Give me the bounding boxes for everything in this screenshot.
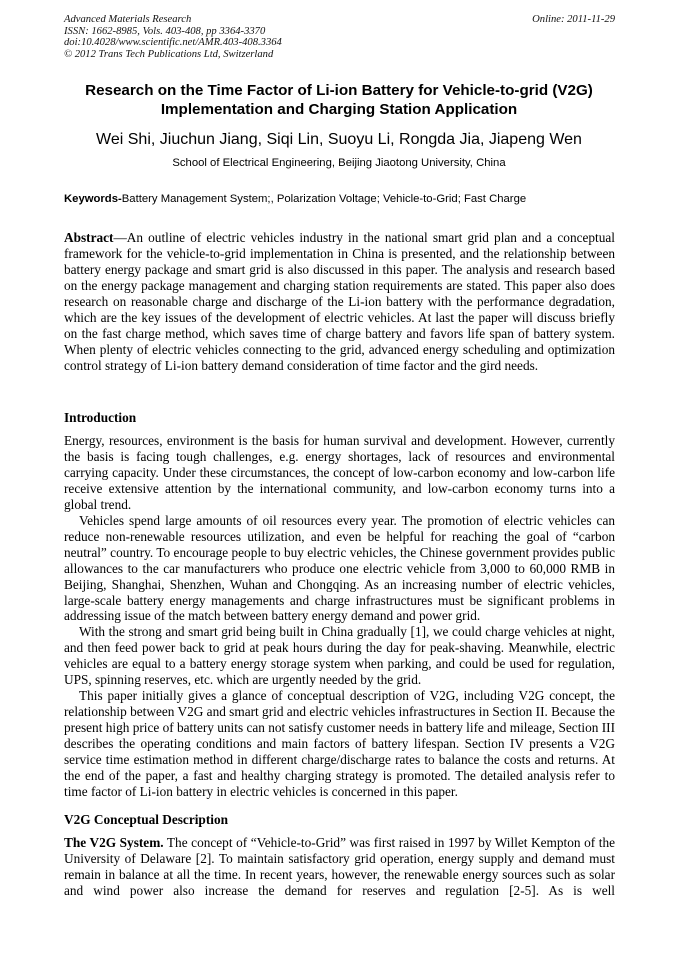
keywords	[64, 192, 526, 206]
journal-name: Advanced Materials Research	[64, 14, 192, 25]
doi-line: doi:10.4028/www.scientific.net/AMR.403-408.3364	[64, 37, 282, 49]
abstract-text: —An outline of electric vehicles industry in the national smart grid plan and a conceptual framework for the vehicle-to-grid implementation in China is presented, and the relationship between battery energy package and smart grid is also discussed in this paper. The analysis and research based on the energy package management and charging station requirements are stated. This paper also does research on reasonable charge and discharge of the Li-ion battery with the performance degradation, which are the key issues of the development of electric vehicles. At last the paper will discuss briefly on the fast charge method, which saves time of charge battery and favors life span of battery system. When plenty of electric vehicles connecting to the grid, advanced energy scheduling and optimization control strategy of Li-ion battery demand consideration of time factor and the gird needs.	[64, 230, 615, 373]
affiliation: School of Electrical Engineering, Beijing Jiaotong University, China	[172, 157, 506, 169]
intro-paragraph: This paper initially gives a glance of conceptual description of V2G, including V2G concept, the relationship between V2G and smart grid and electric vehicles infrastructures in Section II. Because the present high price of battery units can not satisfy customer needs in battery life and mileage, Section III describes the operating conditions and main factors of battery lifespan. Section IV presents a V2G service time estimation method in different charge/discharge rates to balance the costs and returns. At the end of the paper, a fast and healthy charging strategy is promoted. The detailed analysis refer to time factor of Li-ion battery in electric vehicles is concerned in this paper.	[64, 688, 616, 799]
v2g-subheading: The V2G System.	[64, 835, 164, 850]
online-date: Online: 2011-11-29	[532, 14, 615, 25]
intro-paragraph: Vehicles spend large amounts of oil resources every year. The promotion of electric vehicles can reduce non-renewable resources utilization, and even be helpful for reaching the goal of “carbon neutral” country. To encourage people to buy electric vehicles, the Chinese government provides public allowances to the car manufacturers who produce one electric vehicle from 3,000 to 60,000 RMB in Beijing, Shanghai, Shenzhen, Wuhan and Chongqing. As an increasing number of electric vehicles, large-scale battery energy managements and charge infrastructures must be significant problems in addressing issue of the match between battery energy demand and power grid.	[64, 512, 615, 624]
issn-line: ISSN: 1662-8985, Vols. 403-408, pp 3364-3370	[64, 25, 266, 37]
journal-header	[64, 14, 282, 60]
keywords-label: Keywords-	[64, 193, 122, 205]
abstract	[64, 230, 615, 374]
abstract-label: Abstract	[64, 230, 114, 245]
section-heading-v2g: V2G Conceptual Description	[64, 812, 228, 827]
paper-title	[40, 81, 638, 119]
author-list: Wei Shi, Jiuchun Jiang, Siqi Lin, Suoyu Li, Rongda Jia, Jiapeng Wen	[96, 131, 582, 148]
title-line-2: Implementation and Charging Station Application	[160, 101, 518, 118]
introduction-body	[64, 433, 615, 800]
intro-paragraph: Energy, resources, environment is the basis for human survival and development. However, currently the basis is facing tough challenges, e.g. energy shortages, lack of resources and environmental carrying capacity. Under these circumstances, the concept of low-carbon economy and low-carbon life receive extensive attention by the international community, and low-carbon economy turns into a global trend.	[64, 433, 615, 512]
section-heading-introduction: Introduction	[64, 410, 137, 425]
keywords-text: Battery Management System;, Polarization Voltage; Vehicle-to-Grid; Fast Charge	[121, 193, 527, 205]
v2g-text: The concept of “Vehicle-to-Grid” was first raised in 1997 by Willet Kempton of the University of Delaware [2]. To maintain satisfactory grid operation, energy supply and demand must remain in balance at all the time. In recent years, however, the renewable energy sources such as solar and wind power also increase the demand for reserves and regulation [2-5]. As is well	[64, 835, 615, 898]
v2g-section-body	[64, 835, 615, 899]
copyright-line: © 2012 Trans Tech Publications Ltd, Switzerland	[64, 48, 274, 60]
intro-paragraph: With the strong and smart grid being built in China gradually [1], we could charge vehicles at night, and then feed power back to grid at peak hours during the day for peak-shaving. Meanwhile, electric vehicles are equal to a battery energy storage system when parking, and could be used for regulation, UPS, spinning reserves, etc. which are urgently needed by the grid.	[64, 624, 615, 688]
title-line-1: Research on the Time Factor of Li-ion Battery for Vehicle-to-grid (V2G)	[85, 82, 593, 99]
